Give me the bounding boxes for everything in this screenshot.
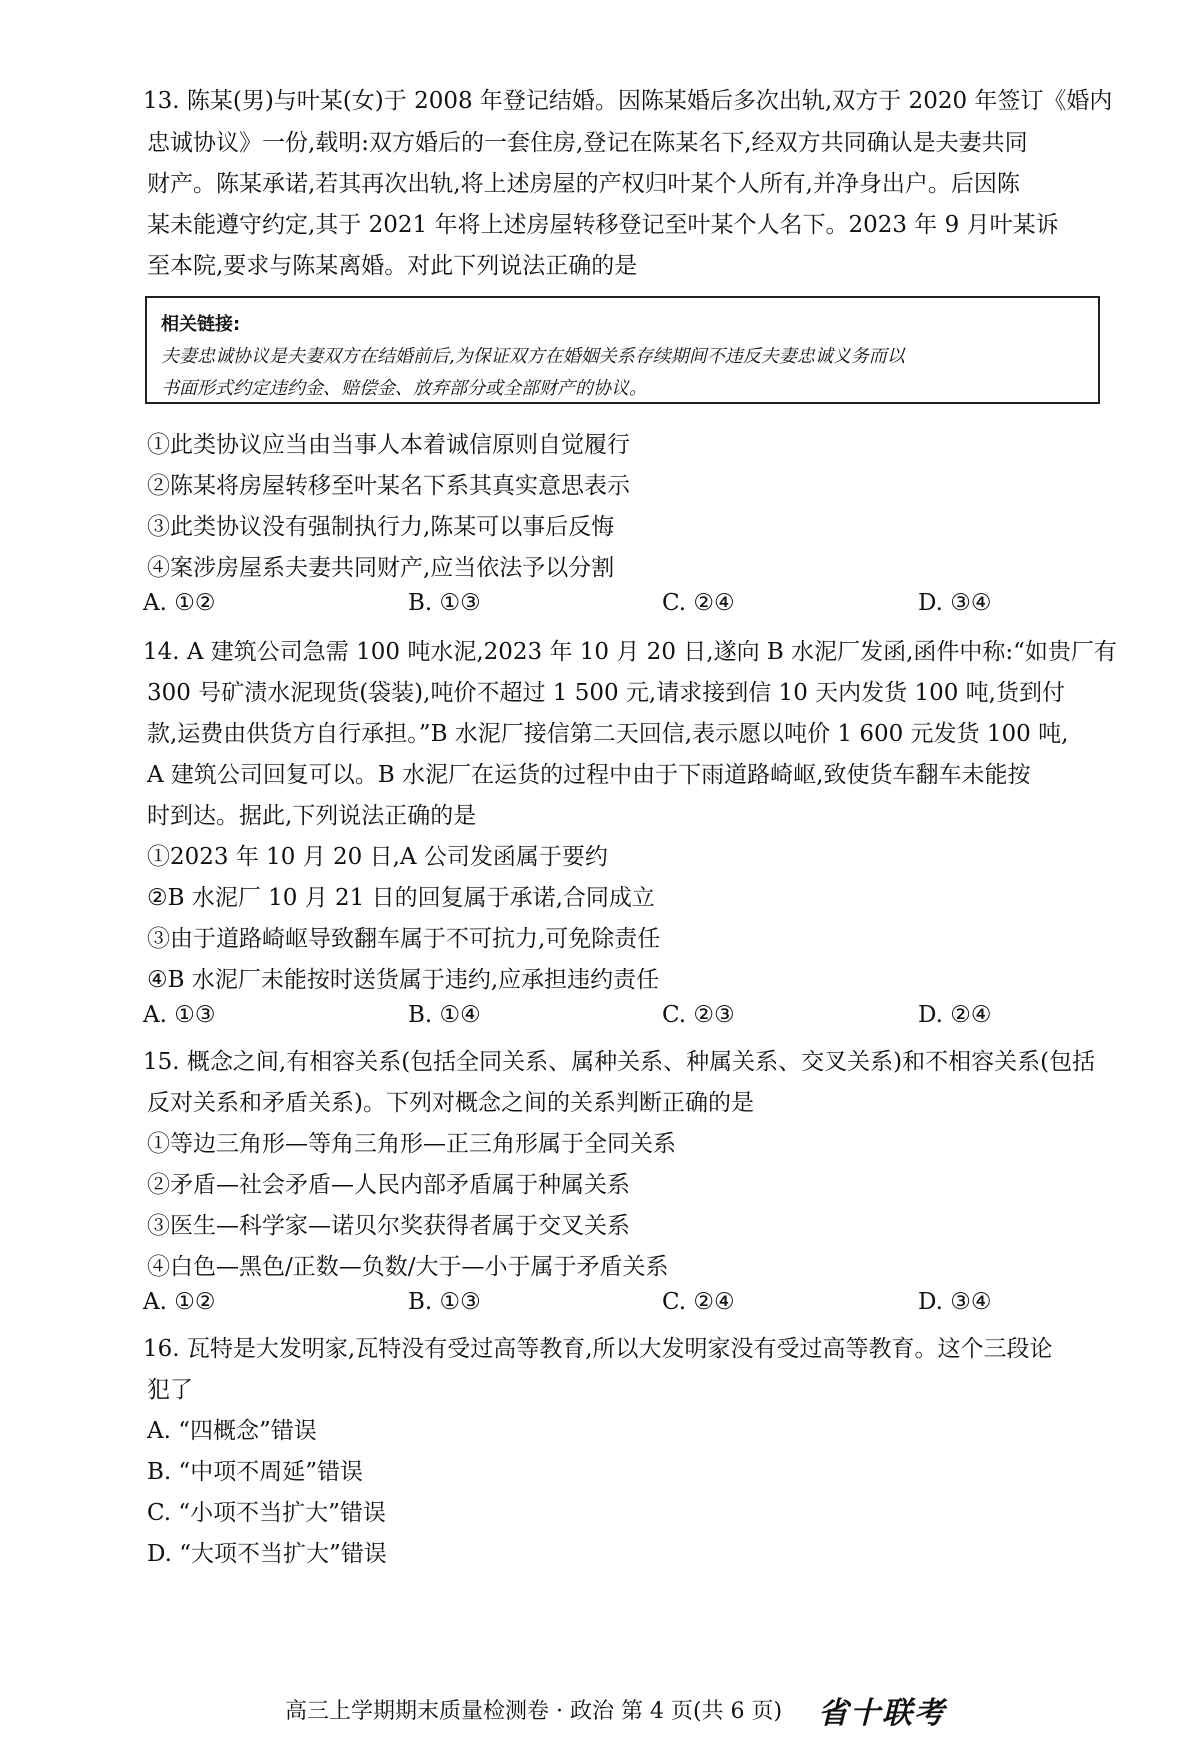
q13-line-3: 财产。陈某承诺,若其再次出轨,将上述房屋的产权归叶某个人所有,并净身出户。后因陈: [147, 171, 1020, 197]
q14-item-2: ②B 水泥厂 10 月 21 日的回复属于承诺,合同成立: [147, 885, 655, 911]
q16-option-a: A. “四概念”错误: [147, 1418, 317, 1444]
page-footer: 高三上学期期末质量检测卷 · 政治 第 4 页(共 6 页): [285, 1699, 783, 1724]
q13-item-4: ④案涉房屋系夫妻共同财产,应当依法予以分割: [147, 555, 615, 581]
q13-choice-c: C. ②④: [662, 590, 735, 616]
q13-item-2: ②陈某将房屋转移至叶某名下系其真实意思表示: [147, 473, 630, 499]
q15-item-4: ④白色—黑色/正数—负数/大于—小于属于矛盾关系: [147, 1254, 669, 1280]
q15-choice-b: B. ①③: [408, 1289, 481, 1315]
q16-option-b: B. “中项不周延”错误: [147, 1459, 364, 1485]
q14-item-1: ①2023 年 10 月 20 日,A 公司发函属于要约: [147, 844, 608, 870]
q15-item-3: ③医生—科学家—诺贝尔奖获得者属于交叉关系: [147, 1213, 630, 1239]
q16-line-1: 16. 瓦特是大发明家,瓦特没有受过高等教育,所以大发明家没有受过高等教育。这个三段论: [143, 1336, 1053, 1362]
q13-line-5: 至本院,要求与陈某离婚。对此下列说法正确的是: [147, 253, 638, 279]
q14-line-5: 时到达。据此,下列说法正确的是: [147, 803, 477, 829]
q14-choice-d: D. ②④: [918, 1002, 992, 1028]
q13-line-4: 某未能遵守约定,其于 2021 年将上述房屋转移登记至叶某个人名下。2023 年 9 月叶某诉: [147, 212, 1059, 238]
q14-choice-a: A. ①③: [143, 1002, 216, 1028]
q14-choice-b: B. ①④: [408, 1002, 481, 1028]
q14-item-4: ④B 水泥厂未能按时送货属于违约,应承担违约责任: [147, 967, 660, 993]
q14-choice-c: C. ②③: [662, 1002, 735, 1028]
q14-line-2: 300 号矿渍水泥现货(袋装),吨价不超过 1 500 元,请求接到信 10 天内发货 100 吨,货到付: [147, 680, 1065, 706]
related-link-title: 相关链接:: [161, 314, 241, 335]
related-link-box: [145, 296, 1100, 404]
q13-item-3: ③此类协议没有强制执行力,陈某可以事后反悔: [147, 514, 615, 540]
q13-item-1: ①此类协议应当由当事人本着诚信原则自觉履行: [147, 432, 630, 458]
q15-choice-d: D. ③④: [918, 1289, 992, 1315]
q16-option-d: D. “大项不当扩大”错误: [147, 1541, 387, 1567]
q15-choice-a: A. ①②: [143, 1289, 216, 1315]
q15-line-2: 反对关系和矛盾关系)。下列对概念之间的关系判断正确的是: [147, 1090, 754, 1116]
q13-line-1: 13. 陈某(男)与叶某(女)于 2008 年登记结婚。因陈某婚后多次出轨,双方于 2020 年签订《婚内: [143, 88, 1113, 114]
brand-logo-text: 省十联考: [818, 1696, 946, 1731]
q13-choice-b: B. ①③: [408, 590, 481, 616]
q15-item-1: ①等边三角形—等角三角形—正三角形属于全同关系: [147, 1131, 676, 1157]
q14-item-3: ③由于道路崎岖导致翻车属于不可抗力,可免除责任: [147, 926, 661, 952]
q15-item-2: ②矛盾—社会矛盾—人民内部矛盾属于种属关系: [147, 1172, 630, 1198]
q16-option-c: C. “小项不当扩大”错误: [147, 1500, 386, 1526]
q13-line-2: 忠诚协议》一份,载明:双方婚后的一套住房,登记在陈某名下,经双方共同确认是夫妻共同: [147, 130, 1028, 156]
q13-choice-d: D. ③④: [918, 590, 992, 616]
related-link-line-1: 夫妻忠诚协议是夫妻双方在结婚前后,为保证双方在婚姻关系存续期间不违反夫妻忠诚义务而以: [161, 346, 905, 367]
q15-choice-c: C. ②④: [662, 1289, 735, 1315]
related-link-line-2: 书面形式约定违约金、赔偿金、放弃部分或全部财产的协议。: [161, 378, 647, 399]
q15-line-1: 15. 概念之间,有相容关系(包括全同关系、属种关系、种属关系、交叉关系)和不相容关系(包括: [143, 1049, 1096, 1075]
q14-line-3: 款,运费由供货方自行承担。”B 水泥厂接信第二天回信,表示愿以吨价 1 600 元发货 100 吨,: [147, 721, 1069, 747]
q16-line-2: 犯了: [147, 1377, 193, 1403]
q14-line-1: 14. A 建筑公司急需 100 吨水泥,2023 年 10 月 20 日,遂向 B 水泥厂发函,函件中称:“如贵厂有: [143, 639, 1117, 665]
q13-choice-a: A. ①②: [143, 590, 216, 616]
q14-line-4: A 建筑公司回复可以。B 水泥厂在运货的过程中由于下雨道路崎岖,致使货车翻车未能按: [147, 762, 1031, 788]
